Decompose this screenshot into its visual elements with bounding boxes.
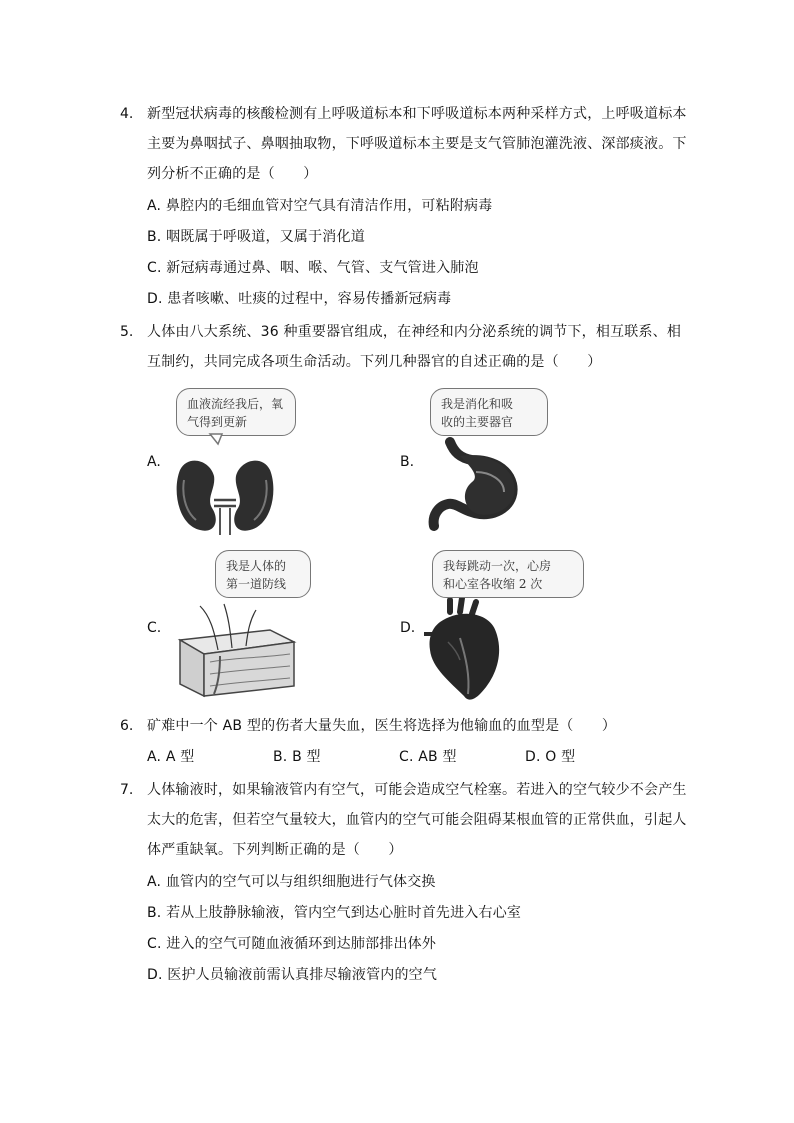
option-b: B. B 型	[273, 749, 321, 765]
question-stem-line: 新型冠状病毒的核酸检测有上呼吸道标本和下呼吸道标本两种采样方式，上呼吸道标本	[147, 106, 687, 122]
speech-bubble-d: 我每跳动一次，心房 和心室各收缩 2 次	[432, 550, 584, 598]
question-stem-line: 主要为鼻咽拭子、鼻咽抽取物，下呼吸道标本主要是支气管肺泡灌洗液、深部痰液。下	[147, 136, 687, 152]
option-c: C. 进入的空气可随血液循环到达肺部排出体外	[147, 936, 437, 952]
figure-label-d: D.	[400, 620, 416, 636]
option-c: C. AB 型	[399, 749, 457, 765]
question-number: 5.	[120, 324, 134, 340]
question-stem-line: 列分析不正确的是（ ）	[147, 166, 318, 182]
question-stem-line: 太大的危害，但若空气量较大，血管内的空气可能会阻碍某根血管的正常供血，引起人	[147, 812, 687, 828]
kidney-icon	[170, 430, 280, 540]
speech-bubble-a: 血液流经我后，氧 气得到更新	[176, 388, 296, 436]
option-c: C. 新冠病毒通过鼻、咽、喉、气管、支气管进入肺泡	[147, 260, 479, 276]
speech-bubble-b: 我是消化和吸 收的主要器官	[430, 388, 548, 436]
option-b: B. 若从上肢静脉输液，管内空气到达心脏时首先进入右心室	[147, 905, 522, 921]
figure-label-c: C.	[147, 620, 162, 636]
skin-icon	[170, 600, 300, 700]
option-d: D. 患者咳嗽、吐痰的过程中，容易传播新冠病毒	[147, 291, 452, 307]
option-d: D. 医护人员输液前需认真排尽输液管内的空气	[147, 967, 438, 983]
option-b: B. 咽既属于呼吸道，又属于消化道	[147, 229, 365, 245]
option-a: A. A 型	[147, 749, 195, 765]
question-number: 4.	[120, 106, 134, 122]
question-stem-line: 互制约，共同完成各项生命活动。下列几种器官的自述正确的是（ ）	[147, 354, 602, 370]
question-stem-line: 体严重缺氧。下列判断正确的是（ ）	[147, 842, 403, 858]
heart-icon	[420, 598, 510, 704]
option-a: A. 血管内的空气可以与组织细胞进行气体交换	[147, 874, 436, 890]
option-d: D. O 型	[525, 749, 576, 765]
question-number: 7.	[120, 782, 134, 798]
question-number: 6.	[120, 718, 134, 734]
figure-label-b: B.	[400, 454, 415, 470]
figure-label-a: A.	[147, 454, 161, 470]
stomach-icon	[420, 432, 530, 532]
speech-bubble-c: 我是人体的 第一道防线	[215, 550, 311, 598]
question-stem-line: 矿难中一个 AB 型的伤者大量失血，医生将选择为他输血的血型是（ ）	[147, 718, 617, 734]
option-a: A. 鼻腔内的毛细血管对空气具有清洁作用，可粘附病毒	[147, 198, 493, 214]
question-stem-line: 人体输液时，如果输液管内有空气，可能会造成空气栓塞。若进入的空气较少不会产生	[147, 782, 687, 798]
question-stem-line: 人体由八大系统、36 种重要器官组成，在神经和内分泌系统的调节下，相互联系、相	[147, 324, 682, 340]
